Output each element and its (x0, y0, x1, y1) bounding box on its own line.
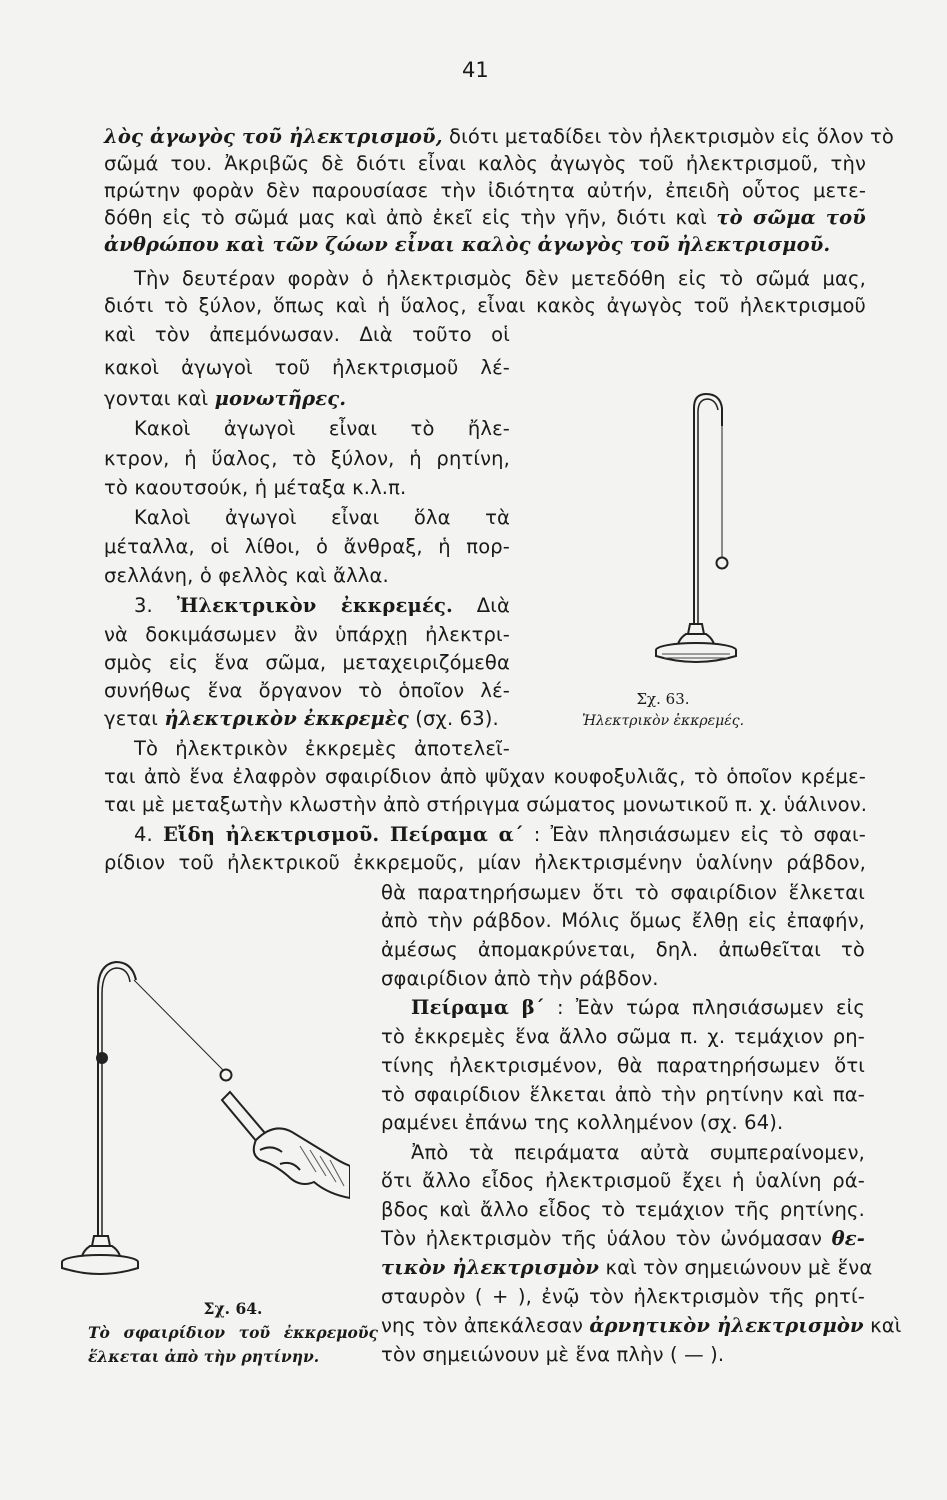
figure-64-caption-text: Τὸ σφαιρίδιον τοῦ ἐκκρεμοῦς ἕλκεται ἀπὸ τὴν ρητίνην. (88, 1323, 378, 1366)
text-line: ἀμέσως ἀπομακρύνεται, δηλ. ἀπωθεῖται τὸ (381, 938, 865, 961)
text-line: βδος καὶ ἄλλο εἶδος τὸ τεμάχιον τῆς ρητίνης. (381, 1198, 865, 1221)
text-line: κτρον, ἡ ὕαλος, τὸ ξύλον, ἡ ρητίνη, (104, 447, 510, 470)
pith-ball (221, 1070, 232, 1081)
figure-63-caption-text: Ἠλεκτρικὸν ἐκκρεμές. (581, 713, 745, 729)
text-line: ὅτι ἄλλο εἶδος ἠλεκτρισμοῦ ἔχει ἡ ὑαλίνη ρά- (381, 1169, 865, 1192)
text-line: πρώτην φορὰν δὲν παρουσίασε τὴν ἰδιότητα αὐτήν, ἐπειδὴ οὗτος μετε- (104, 179, 866, 202)
text-line: Τὸν ἠλεκτρισμὸν τῆς ὑάλου τὸν ὠνόμασαν θε- (381, 1227, 865, 1250)
text-line: Πείραμα β΄ : Ἐὰν τώρα πλησιάσωμεν εἰς (411, 996, 865, 1019)
stand-knob (96, 1052, 108, 1064)
hand-holding-resin (222, 1092, 350, 1198)
text-line: τίνης ἠλεκτρισμένον, θὰ παρατηρήσωμεν ὅτι (381, 1054, 865, 1077)
text-line: τικὸν ἠλεκτρισμὸν καὶ τὸν σημειώνουν μὲ ἕνα (381, 1256, 873, 1279)
section-heading-line: 4. Εἴδη ἠλεκτρισμοῦ. Πείραμα α΄ : Ἐὰν πλησιάσωμεν εἰς τὸ σφαι- (134, 823, 866, 846)
text-line: σελλάνη, ὁ φελλὸς καὶ ἄλλα. (104, 564, 389, 587)
text-line: μέταλλα, οἱ λίθοι, ὁ ἄνθραξ, ἡ πορ- (104, 535, 510, 558)
pendulum-stand-rod (98, 962, 136, 1240)
text-line: τὸ καουτσούκ, ἡ μέταξα κ.λ.π. (104, 476, 407, 499)
figure-63-caption (563, 688, 763, 732)
text-line: σμὸς εἰς ἕνα σῶμα, μεταχειριζόμεθα (104, 651, 510, 674)
text-line: γεται ἠλεκτρικὸν ἐκκρεμὲς (σχ. 63). (104, 707, 499, 730)
text-line: ρίδιον τοῦ ἠλεκτρικοῦ ἐκκρεμοῦς, μίαν ἠλεκτρισμένην ὑαλίνην ράβδον, (104, 851, 866, 874)
text-line: ἀπὸ τὴν ράβδον. Μόλις ὅμως ἔλθῃ εἰς ἐπαφήν, (381, 909, 865, 932)
text-line: ἀνθρώπου καὶ τῶν ζώων εἶναι καλὸς ἀγωγὸς τοῦ ἠλεκτρισμοῦ. (104, 233, 831, 256)
text-line: γονται καὶ μονωτῆρες. (104, 387, 347, 410)
text-line: δόθη εἰς τὸ σῶμά μας καὶ ἀπὸ ἐκεῖ εἰς τὴν γῆν, διότι καὶ τὸ σῶμα τοῦ (104, 206, 866, 229)
text-line: θὰ παρατηρήσωμεν ὅτι τὸ σφαιρίδιον ἕλκεται (381, 881, 865, 904)
figure-64-number: Σχ. 64. (203, 1299, 263, 1318)
text-line: Ἀπὸ τὰ πειράματα αὐτὰ συμπεραίνομεν, (411, 1141, 865, 1164)
pendulum-base (62, 1236, 138, 1274)
figure-63-number: Σχ. 63. (636, 690, 690, 708)
text-line: τὸ ἐκκρεμὲς ἕνα ἄλλο σῶμα π. χ. τεμάχιον ρη- (381, 1025, 865, 1048)
text-line: καὶ τὸν ἀπεμόνωσαν. Διὰ τοῦτο οἱ (104, 323, 510, 346)
text-line: Τὸ ἠλεκτρικὸν ἐκκρεμὲς ἀποτελεῖ- (134, 737, 510, 760)
text-line: νης τὸν ἀπεκάλεσαν ἀρνητικὸν ἠλεκτρισμὸν καὶ (381, 1314, 902, 1337)
section-heading-line: 3. Ἠλεκτρικὸν ἐκκρεμές. Διὰ (134, 594, 510, 617)
page-number: 41 (462, 58, 489, 82)
text-line: σῶμά του. Ἀκριβῶς δὲ διότι εἶναι καλὸς ἀγωγὸς τοῦ ἠλεκτρισμοῦ, τὴν (104, 152, 866, 175)
text-line: ραμένει ἐπάνω της κολλημένον (σχ. 64). (381, 1111, 784, 1134)
text-line: κακοὶ ἀγωγοὶ τοῦ ἠλεκτρισμοῦ λέ- (104, 356, 510, 379)
text-line: νὰ δοκιμάσωμεν ἂν ὑπάρχῃ ἠλεκτρι- (104, 623, 510, 646)
pith-ball (717, 558, 728, 569)
figure-64-caption (88, 1297, 378, 1369)
text-line: τὸ σφαιρίδιον ἕλκεται ἀπὸ τὴν ρητίνην καὶ πα- (381, 1083, 865, 1106)
text-line: Τὴν δευτέραν φορὰν ὁ ἠλεκτρισμὸς δὲν μετεδόθη εἰς τὸ σῶμά μας, (134, 267, 866, 290)
text-line: τὸν σημειώνουν μὲ ἕνα πλὴν ( — ). (381, 1343, 725, 1366)
text-line: σταυρὸν ( + ), ἐνῷ τὸν ἠλεκτρισμὸν τῆς ρητί- (381, 1285, 865, 1308)
text-line: συνήθως ἕνα ὄργανον τὸ ὁποῖον λέ- (104, 679, 510, 702)
text-line: ται μὲ μεταξωτὴν κλωστὴν ἀπὸ στήριγμα σώματος μονωτικοῦ π. χ. ὑάλινον. (104, 793, 868, 816)
figure-63-pendulum-illustration (630, 388, 750, 678)
text-line: σφαιρίδιον ἀπὸ τὴν ράβδον. (381, 967, 659, 990)
text-line: Καλοὶ ἀγωγοὶ εἶναι ὅλα τὰ (134, 506, 510, 529)
text-line: Κακοὶ ἀγωγοὶ εἶναι τὸ ἤλε- (134, 417, 510, 440)
text-line: ται ἀπὸ ἕνα ἐλαφρὸν σφαιρίδιον ἀπὸ ψῦχαν κουφοξυλιᾶς, τὸ ὁποῖον κρέμε- (104, 765, 866, 788)
text-line: λὸς ἀγωγὸς τοῦ ἠλεκτρισμοῦ, διότι μεταδίδει τὸν ἠλεκτρισμὸν εἰς ὅλον τὸ (104, 125, 894, 148)
pendulum-base (656, 624, 736, 662)
text-line: διότι τὸ ξύλον, ὅπως καὶ ἡ ὕαλος, εἶναι κακὸς ἀγωγὸς τοῦ ἠλεκτρισμοῦ (104, 294, 866, 317)
figure-64-pendulum-and-hand-illustration (60, 950, 350, 1290)
silk-thread (134, 980, 223, 1070)
